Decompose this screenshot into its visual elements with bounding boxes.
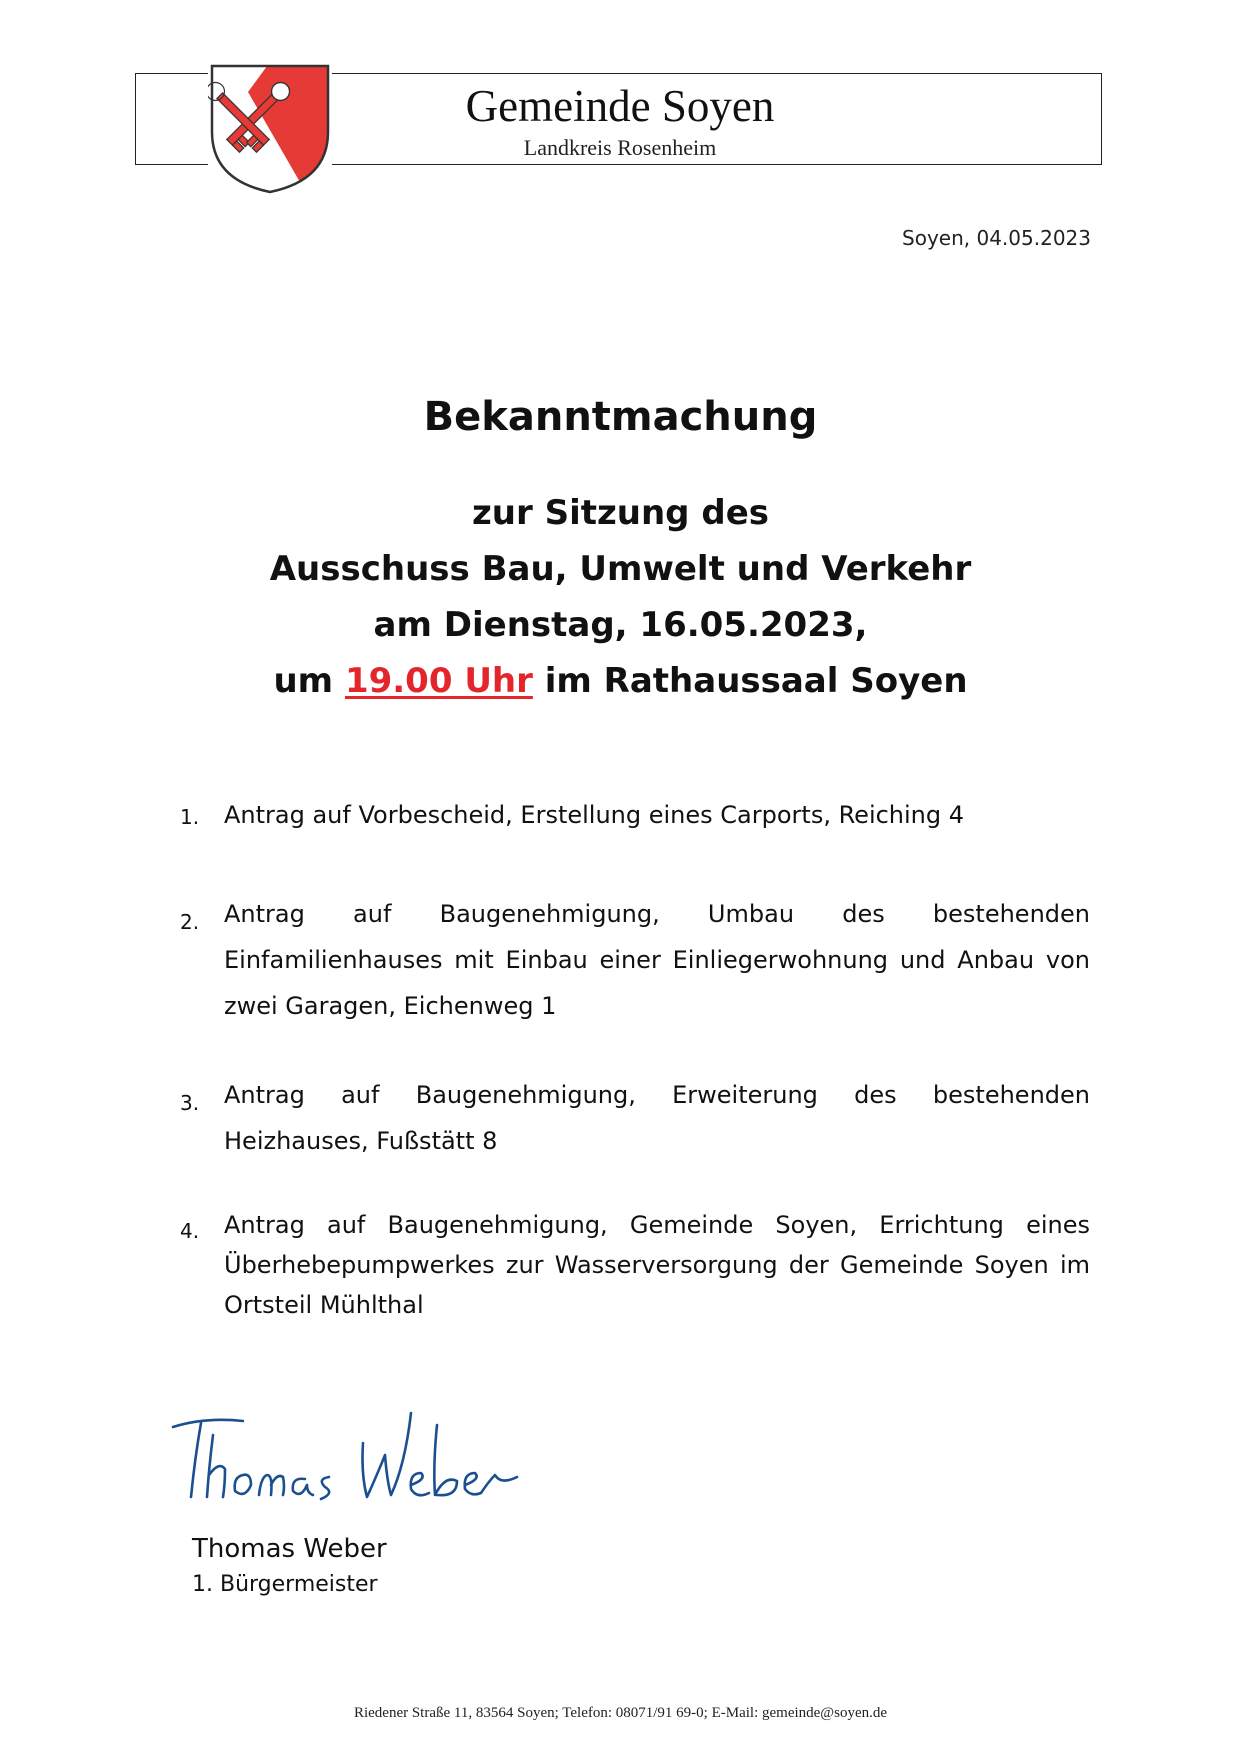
meeting-location: im Rathaussaal Soyen — [532, 661, 968, 701]
document-date: Soyen, 04.05.2023 — [902, 226, 1091, 250]
signer-name: Thomas Weber — [192, 1534, 387, 1564]
handwritten-signature — [165, 1405, 525, 1515]
meeting-date: am Dienstag, 16.05.2023, — [373, 605, 868, 645]
agenda-item-text: Antrag auf Vorbescheid, Erstellung eines Carports, Reiching 4 — [224, 801, 965, 829]
agenda-item-text: Antrag auf Baugenehmigung, Gemeinde Soyen, Errichtung eines Überhebepumpwerkes zur Wasserversorgung der Gemeinde Soyen im Ortsteil Mühlthal — [224, 1211, 1090, 1319]
meeting-time-line — [0, 653, 1241, 709]
agenda-item-number: 2. — [180, 910, 200, 934]
agenda-item-number: 4. — [180, 1219, 200, 1243]
agenda-item-number: 1. — [180, 805, 200, 829]
meeting-committee: Ausschuss Bau, Umwelt und Verkehr — [269, 549, 972, 589]
footer-contact: Riedener Straße 11, 83564 Soyen; Telefon: 08071/91 69-0; E-Mail: gemeinde@soyen.de — [353, 1705, 888, 1721]
agenda-item-text: Antrag auf Baugenehmigung, Erweiterung des bestehenden Heizhauses, Fußstätt 8 — [224, 1081, 1090, 1155]
page-title: Bekanntmachung — [423, 394, 818, 440]
org-name: Gemeinde Soyen — [465, 81, 775, 131]
coat-of-arms-icon — [208, 62, 332, 196]
org-subtitle: Landkreis Rosenheim — [523, 135, 717, 160]
agenda-item-number: 3. — [180, 1091, 200, 1115]
crest-graphic — [208, 62, 332, 196]
meeting-details — [0, 485, 1241, 709]
meeting-time: 19.00 Uhr — [344, 661, 533, 701]
meeting-line-1: zur Sitzung des — [471, 493, 769, 533]
signature-strokes — [165, 1405, 525, 1515]
agenda-item-text: Antrag auf Baugenehmigung, Umbau des bestehenden Einfamilienhauses mit Einbau einer Einliegerwohnung und Anbau von zwei Garagen, Eichenweg 1 — [224, 900, 1090, 1020]
signer-role: 1. Bürgermeister — [192, 1572, 378, 1597]
meeting-time-prefix: um — [273, 661, 345, 701]
